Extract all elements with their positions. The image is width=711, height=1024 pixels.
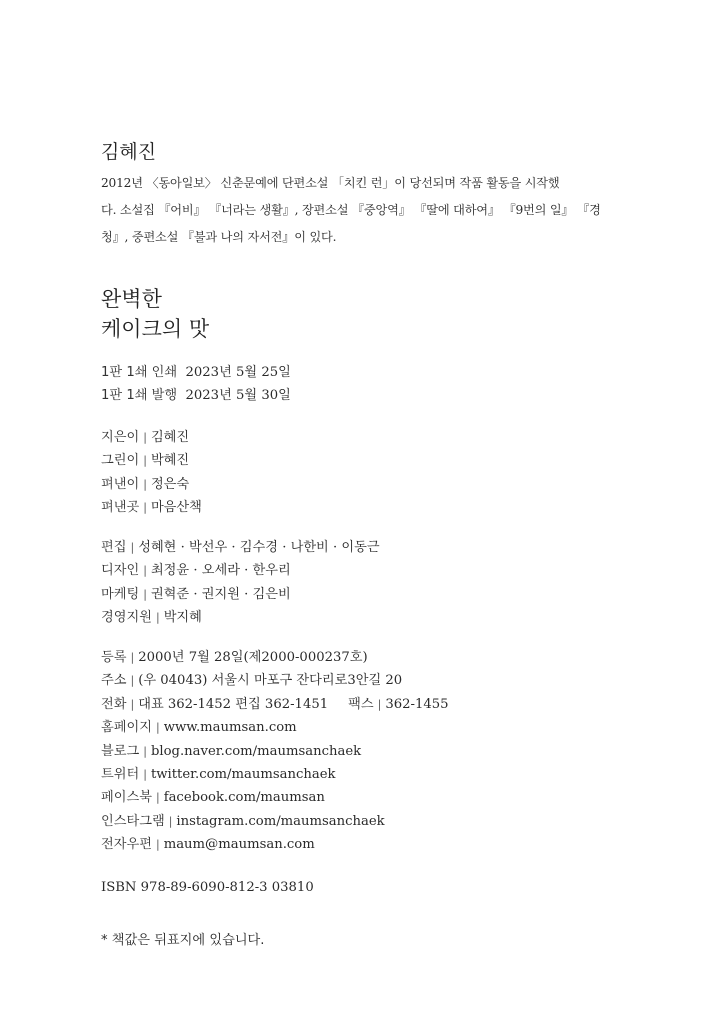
divider: |: [130, 541, 135, 554]
credit-label: 마케팅: [101, 586, 140, 602]
instagram-label: 인스타그램: [101, 813, 165, 829]
price-note: * 책값은 뒤표지에 있습니다.: [101, 933, 265, 948]
credit-value: 정은숙: [150, 476, 190, 492]
credit-value: 마음산책: [150, 500, 202, 516]
divider: |: [143, 767, 147, 781]
credit-label: 지은이: [101, 430, 140, 445]
credit-value: 박지혜: [163, 610, 202, 626]
address-label: 주소: [101, 673, 127, 689]
bio-line: 청』, 중편소설 『불과 나의 자서전』이 있다.: [101, 230, 337, 244]
fax-label: 팩스: [348, 696, 374, 712]
email-row: [101, 833, 449, 856]
homepage-row: [101, 716, 449, 739]
credit-label: 그린이: [101, 453, 140, 469]
homepage-link[interactable]: www.maumsan.com: [163, 720, 297, 736]
edition-date: 2023년 5월 30일: [185, 388, 291, 404]
divider: |: [168, 814, 173, 828]
isbn: ISBN 978-89-6090-812-3 03810: [101, 880, 314, 895]
divider: |: [155, 838, 160, 852]
edition-label: 1판 1쇄 인쇄: [101, 365, 178, 380]
divider: |: [143, 454, 147, 468]
divider: |: [155, 791, 160, 805]
bio-line: 2012년 〈동아일보〉 신춘문예에 단편소설 「치킨 런」이 당선되며 작품 활동을 시작했: [101, 176, 560, 190]
blog-link[interactable]: blog.naver.com/maumsanchaek: [150, 743, 362, 759]
homepage-label: 홈페이지: [101, 720, 152, 736]
phone-label: 전화: [101, 696, 127, 712]
credit-value: 최정윤 · 오세라 · 한우리: [150, 563, 291, 579]
credit-row: [101, 536, 380, 559]
registration-value: 2000년 7월 28일(제2000-000237호): [138, 650, 368, 665]
divider: |: [143, 431, 147, 444]
divider: |: [143, 564, 147, 578]
credit-row: [101, 426, 202, 449]
credit-row: [101, 583, 380, 606]
divider: |: [143, 477, 147, 491]
address-row: [101, 669, 449, 692]
registration-label: 등록: [101, 650, 127, 665]
divider: |: [130, 697, 135, 711]
edition-label: 1판 1쇄 발행: [101, 388, 178, 404]
facebook-label: 페이스북: [101, 790, 152, 806]
credit-row: [101, 559, 380, 582]
divider: |: [143, 744, 147, 758]
registration-row: [101, 646, 449, 669]
author-name: 김혜진: [101, 141, 157, 163]
facebook-link[interactable]: facebook.com/maumsan: [163, 790, 325, 806]
author-bio: [101, 170, 601, 251]
staff-credits: [101, 536, 380, 630]
book-title-line1: 완벽한: [101, 287, 162, 311]
credit-label: 편집: [101, 540, 127, 555]
edition-row: [101, 361, 291, 384]
credit-label: 경영지원: [101, 610, 152, 626]
divider: |: [377, 697, 382, 711]
address-value: (우 04043) 서울시 마포구 잔다리로3안길 20: [138, 673, 403, 689]
credit-row: [101, 496, 202, 519]
phone-value: 대표 362-1452 편집 362-1451: [138, 696, 329, 712]
divider: |: [130, 651, 135, 664]
credit-row: [101, 606, 380, 629]
divider: |: [155, 611, 160, 625]
credit-value: 김혜진: [150, 430, 190, 445]
twitter-row: [101, 763, 449, 786]
edition-info: [101, 361, 291, 408]
phone-row: [101, 693, 449, 716]
credit-row: [101, 473, 202, 496]
contact-info: [101, 646, 449, 857]
blog-label: 블로그: [101, 743, 140, 759]
fax-value: 362-1455: [385, 696, 449, 712]
book-title: [101, 284, 209, 344]
credit-value: 박혜진: [150, 453, 190, 469]
bio-line: 다. 소설집 『어비』 『너라는 생활』, 장편소설 『중앙역』 『딸에 대하여』 『9번의 일』 『경: [101, 203, 601, 217]
instagram-row: [101, 810, 449, 833]
credit-label: 펴낸곳: [101, 500, 140, 516]
book-title-line2: 케이크의 맛: [101, 317, 210, 341]
credit-value: 성혜현 · 박선우 · 김수경 · 나한비 · 이동근: [138, 540, 380, 555]
twitter-link[interactable]: twitter.com/maumsanchaek: [150, 766, 336, 782]
email-label: 전자우편: [101, 837, 152, 853]
edition-row: [101, 384, 291, 407]
credit-row: [101, 449, 202, 472]
publishing-credits: [101, 426, 202, 520]
twitter-label: 트위터: [101, 766, 140, 782]
instagram-link[interactable]: instagram.com/maumsanchaek: [176, 813, 385, 829]
credit-label: 펴낸이: [101, 476, 140, 492]
credit-label: 디자인: [101, 563, 140, 579]
divider: |: [155, 721, 160, 735]
credit-value: 권혁준 · 권지원 · 김은비: [150, 586, 291, 602]
divider: |: [143, 501, 147, 515]
facebook-row: [101, 786, 449, 809]
edition-date: 2023년 5월 25일: [185, 365, 291, 380]
blog-row: [101, 740, 449, 763]
divider: |: [130, 674, 135, 688]
email-link[interactable]: maum@maumsan.com: [163, 837, 315, 853]
divider: |: [143, 587, 147, 601]
